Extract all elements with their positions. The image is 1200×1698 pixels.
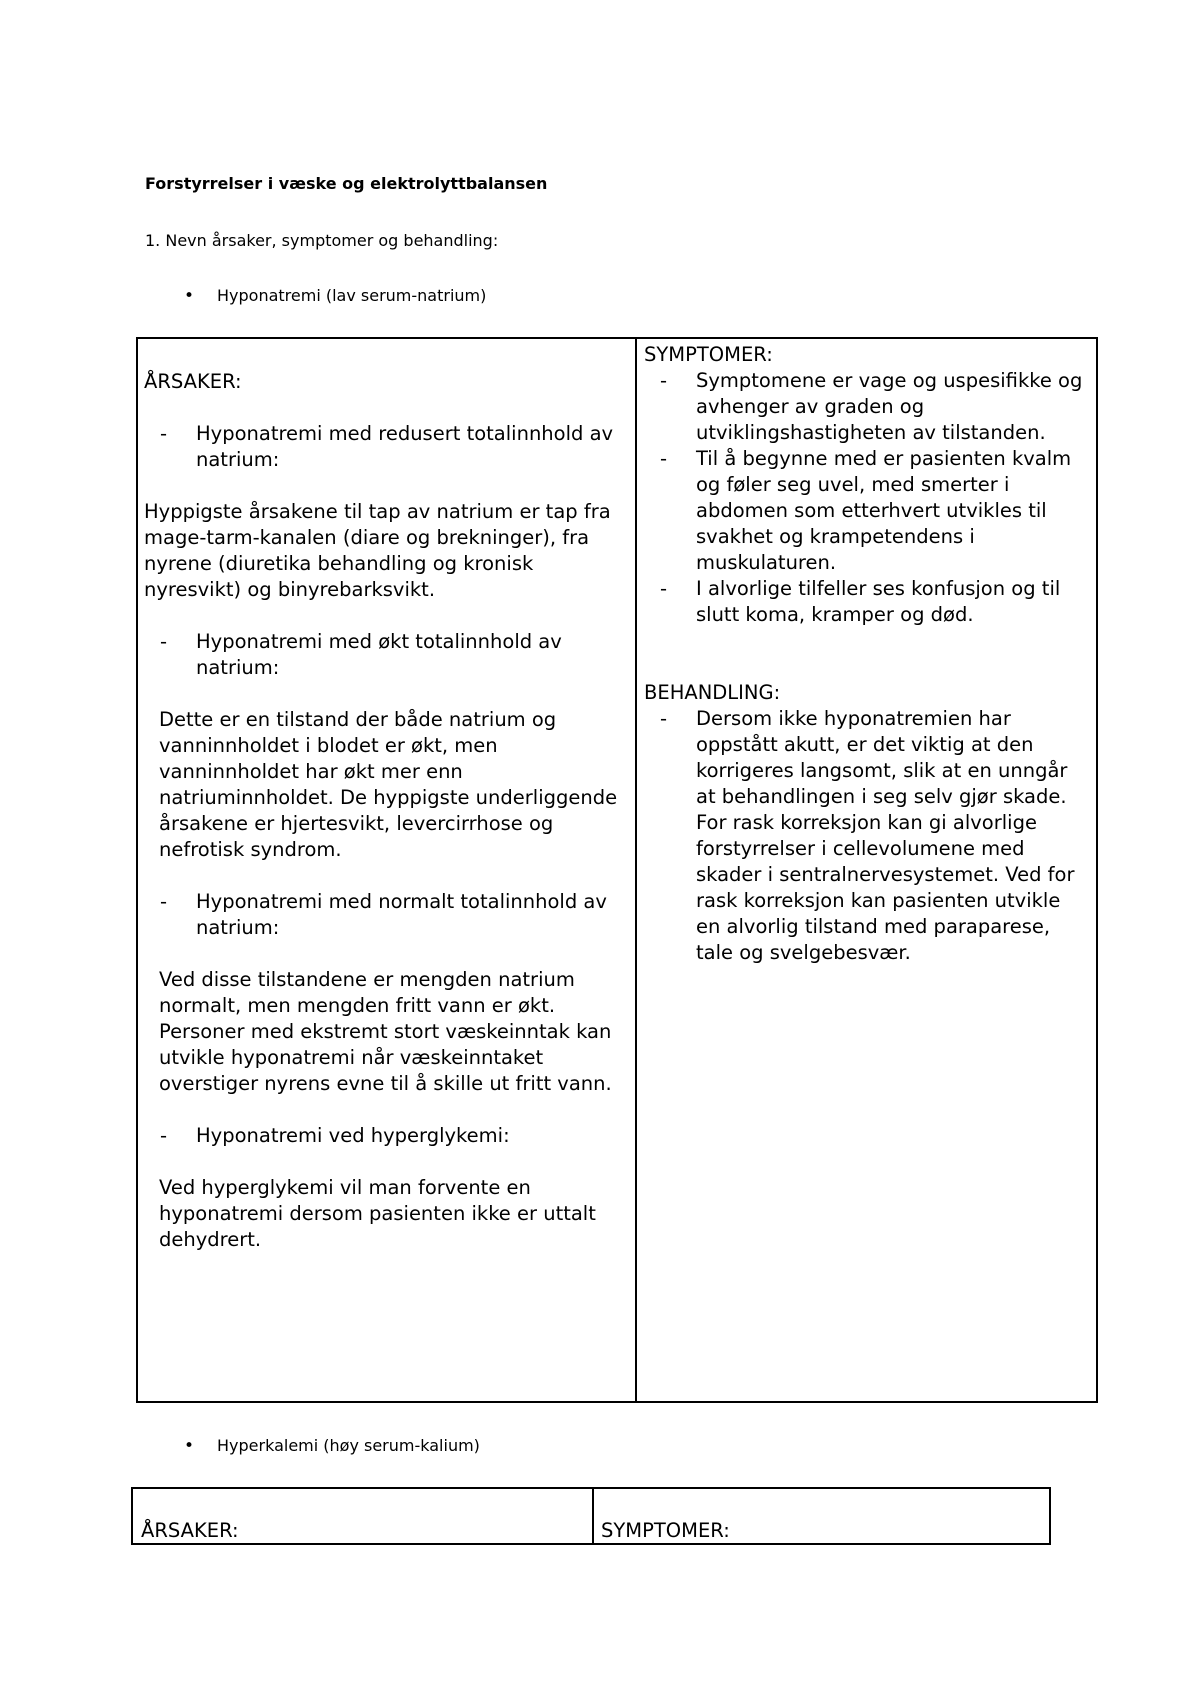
causes-column xyxy=(144,369,629,1253)
bullet-icon: • xyxy=(184,1436,195,1456)
symptom-item: - Symptomene er vage og uspesifikke og avhenger av graden og utviklingshastigheten av tilstanden. xyxy=(644,368,1084,446)
hyponatremi-table xyxy=(136,337,1098,1403)
cause-title: - Hyponatremi ved hyperglykemi: xyxy=(144,1123,629,1149)
cause-text: Dette er en tilstand der både natrium og vanninnholdet i blodet er økt, men vanninnholdet har økt mer enn natriuminnholdet. De hyppigste underliggende årsakene er hjertesvikt, levercirrhose og nefrotisk syndrom. xyxy=(159,708,618,861)
section-heading-text: Hyponatremi (lav serum-natrium) xyxy=(217,286,487,305)
causes-header: ÅRSAKER: xyxy=(141,1519,239,1542)
section-heading-text: Hyperkalemi (høy serum-kalium) xyxy=(217,1436,480,1455)
bullet-icon: • xyxy=(184,286,195,306)
table-column-divider xyxy=(592,1489,594,1543)
section-heading-hyponatremi xyxy=(184,286,486,306)
table-column-divider xyxy=(635,339,637,1401)
cause-text: Ved disse tilstandene er mengden natrium normalt, men mengden fritt vann er økt. Personer med ekstremt stort væskeinntak kan utvikle hyponatremi når væskeinntaket overstiger nyrens evne til å skille ut fritt vann. xyxy=(159,968,612,1095)
cause-title: - Hyponatremi med økt totalinnhold av natrium: xyxy=(144,629,629,681)
hyperkalemi-table xyxy=(131,1487,1051,1545)
symptoms-treatment-column xyxy=(644,342,1084,966)
causes-header: ÅRSAKER: xyxy=(144,370,242,393)
treatment-header: BEHANDLING: xyxy=(644,681,781,704)
section-heading-hyperkalemi xyxy=(184,1436,480,1456)
symptom-item: - I alvorlige tilfeller ses konfusjon og til slutt koma, kramper og død. xyxy=(644,576,1084,628)
symptoms-header: SYMPTOMER: xyxy=(644,343,773,366)
cause-text: Hyppigste årsakene til tap av natrium er tap fra mage-tarm-kanalen (diare og brekninger), fra nyrene (diuretika behandling og kronisk nyresvikt) og binyrebarksvikt. xyxy=(144,500,611,601)
treatment-item: - Dersom ikke hyponatremien har oppstått akutt, er det viktig at den korrigeres langsomt, slik at en unngår at behandlingen i seg selv gjør skade. For rask korreksjon kan gi alvorlige forstyrrelser i cellevolumene med skader i sentralnervesystemet. Ved for rask korreksjon kan pasienten utvikle en alvorlig tilstand med paraparese, tale og svelgebesvær. xyxy=(644,706,1084,966)
symptoms-header: SYMPTOMER: xyxy=(601,1519,730,1542)
page-title: Forstyrrelser i væske og elektrolyttbalansen xyxy=(145,174,548,193)
symptom-item: - Til å begynne med er pasienten kvalm og føler seg uvel, med smerter i abdomen som etterhvert utvikles til svakhet og krampetendens i muskulaturen. xyxy=(644,446,1084,576)
question-text: 1. Nevn årsaker, symptomer og behandling: xyxy=(145,231,499,250)
cause-text: Ved hyperglykemi vil man forvente en hyponatremi dersom pasienten ikke er uttalt dehydrert. xyxy=(159,1176,596,1251)
cause-title: - Hyponatremi med normalt totalinnhold av natrium: xyxy=(144,889,629,941)
cause-title: - Hyponatremi med redusert totalinnhold av natrium: xyxy=(144,421,629,473)
